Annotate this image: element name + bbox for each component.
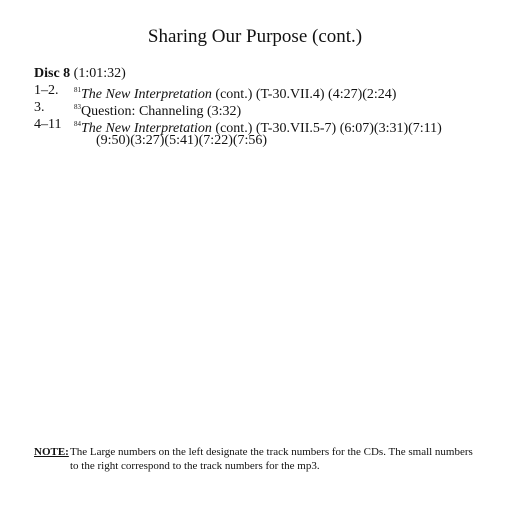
track-number: 4–11 [34, 117, 62, 132]
disc-duration: (1:01:32) [73, 66, 126, 81]
track-number: 1–2. [34, 83, 59, 98]
track-details: (cont.) (T-30.VII.4) (4:27)(2:24) [211, 87, 397, 102]
footnote [34, 445, 484, 473]
mp3-track-number: 83 [74, 103, 81, 111]
disc-label: Disc 8 [34, 66, 71, 81]
disc-heading [34, 66, 126, 82]
mp3-track-number: 84 [74, 120, 81, 128]
page-title: Sharing Our Purpose (cont.) [147, 26, 363, 47]
track-title: The New Interpretation [81, 121, 212, 136]
track-details: (cont.) (T-30.VII.5-7) (6:07)(3:31)(7:11) [211, 121, 442, 136]
note-label: NOTE: [34, 446, 69, 458]
track-title: The New Interpretation [81, 87, 212, 102]
mp3-track-number: 81 [74, 86, 81, 94]
track-details: Question: Channeling (3:32) [81, 104, 242, 119]
track-number: 3. [34, 100, 45, 115]
track-continuation: (9:50)(3:27)(5:41)(7:22)(7:56) [96, 133, 268, 148]
note-text: The Large numbers on the left designate the track numbers for the CDs. The small numbers to the right correspond to the track numbers for the mp3. [70, 446, 473, 472]
